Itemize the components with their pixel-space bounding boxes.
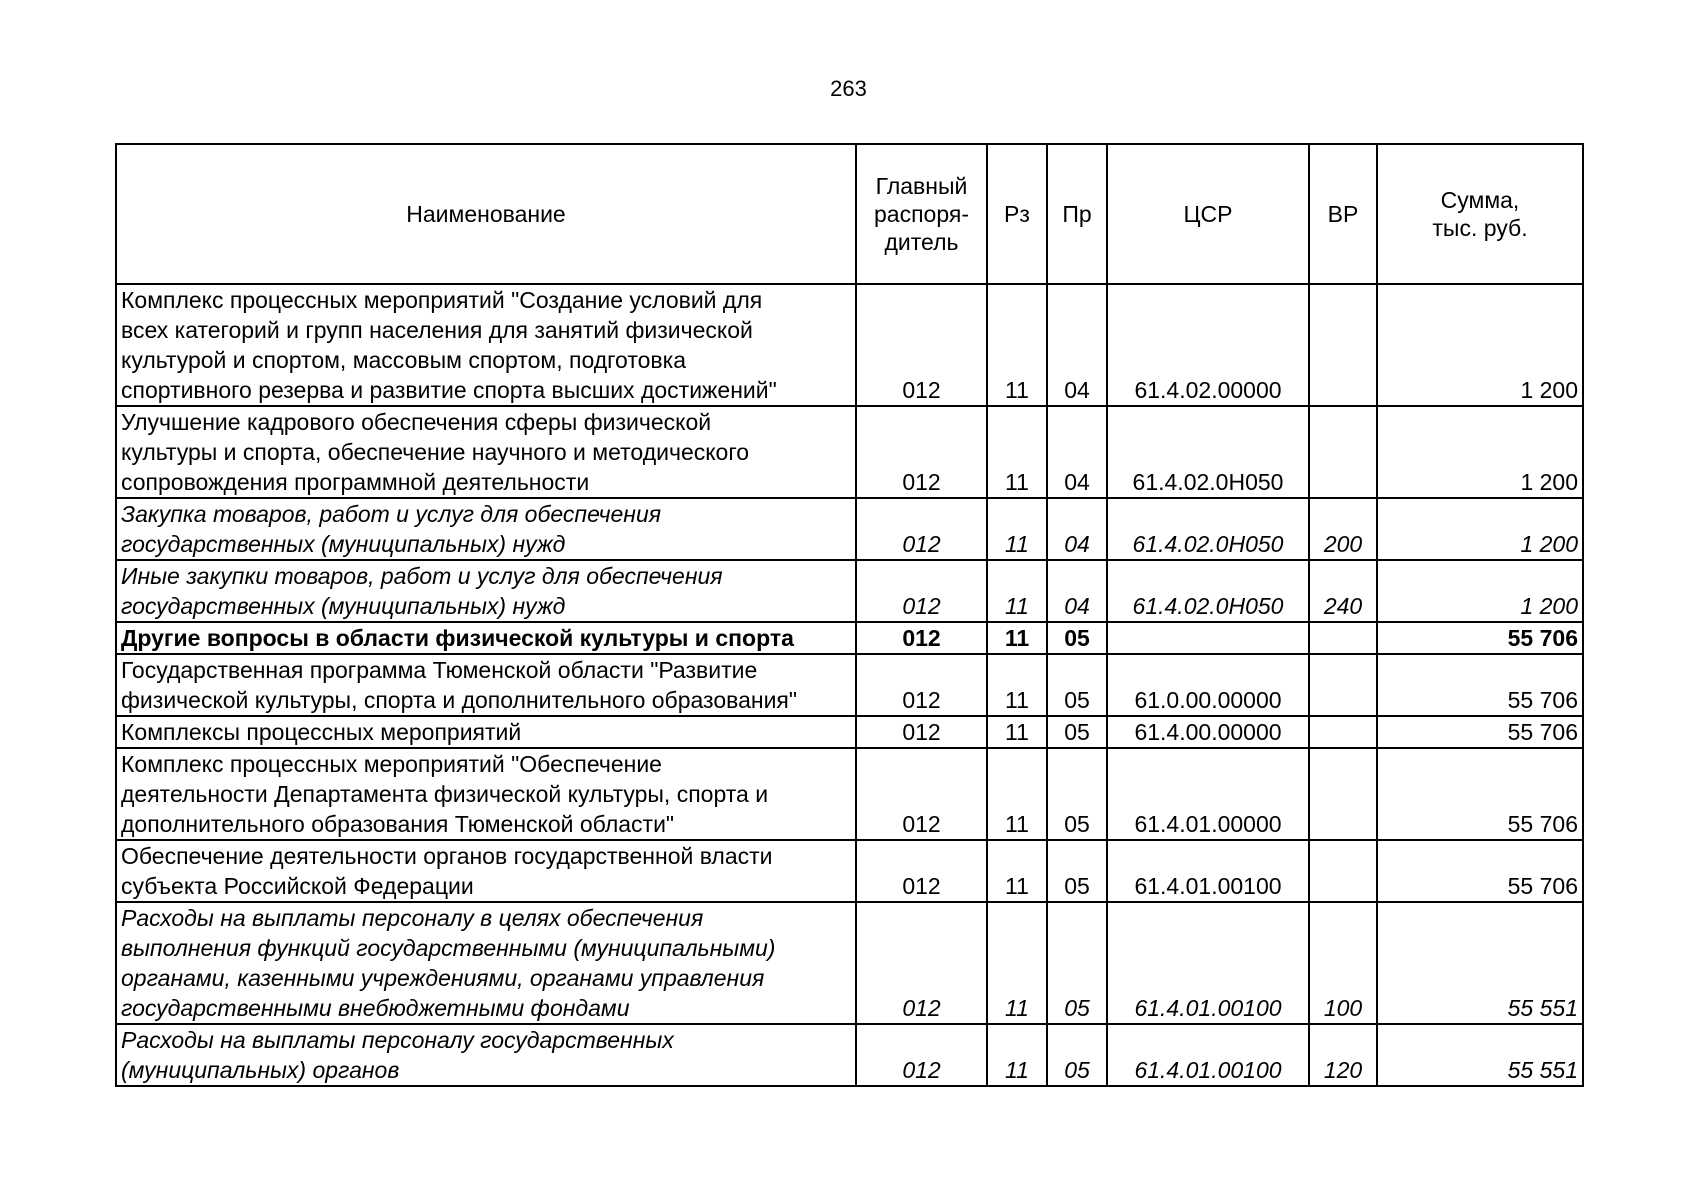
cell-name: Улучшение кадрового обеспечения сферы физической культуры и спорта, обеспечение научного и методического сопровождения программной деятельности <box>116 406 856 498</box>
cell-rz: 11 <box>987 840 1047 902</box>
table-row <box>116 902 1583 1024</box>
table-row <box>116 716 1583 748</box>
cell-vr <box>1309 622 1377 654</box>
cell-pr: 05 <box>1047 748 1107 840</box>
cell-pr: 04 <box>1047 560 1107 622</box>
cell-rz: 11 <box>987 560 1047 622</box>
cell-rz: 11 <box>987 902 1047 1024</box>
cell-main-manager: 012 <box>856 284 987 406</box>
cell-name: Другие вопросы в области физической культуры и спорта <box>116 622 856 654</box>
cell-name: Комплексы процессных мероприятий <box>116 716 856 748</box>
header-csr: ЦСР <box>1107 144 1309 284</box>
header-main-manager: Главный распоря- дитель <box>856 144 987 284</box>
cell-main-manager: 012 <box>856 840 987 902</box>
header-sum: Сумма, тыс. руб. <box>1377 144 1583 284</box>
cell-sum: 1 200 <box>1377 406 1583 498</box>
table-row <box>116 406 1583 498</box>
cell-main-manager: 012 <box>856 748 987 840</box>
cell-name: Комплекс процессных мероприятий "Создание условий для всех категорий и групп населения для занятий физической культурой и спортом, массовым спортом, подготовка спортивного резерва и развитие спорта высших достижений" <box>116 284 856 406</box>
cell-sum: 55 551 <box>1377 1024 1583 1086</box>
cell-sum: 55 706 <box>1377 622 1583 654</box>
cell-vr <box>1309 840 1377 902</box>
cell-sum: 55 706 <box>1377 716 1583 748</box>
table-header-row <box>116 144 1583 284</box>
cell-pr: 04 <box>1047 406 1107 498</box>
cell-vr: 200 <box>1309 498 1377 560</box>
cell-rz: 11 <box>987 716 1047 748</box>
cell-sum: 55 706 <box>1377 748 1583 840</box>
cell-sum: 55 551 <box>1377 902 1583 1024</box>
cell-name: Иные закупки товаров, работ и услуг для обеспечения государственных (муниципальных) нужд <box>116 560 856 622</box>
cell-csr: 61.4.01.00100 <box>1107 1024 1309 1086</box>
cell-sum: 1 200 <box>1377 498 1583 560</box>
cell-rz: 11 <box>987 748 1047 840</box>
table-row <box>116 560 1583 622</box>
cell-pr: 05 <box>1047 840 1107 902</box>
cell-sum: 55 706 <box>1377 840 1583 902</box>
cell-csr <box>1107 622 1309 654</box>
cell-pr: 05 <box>1047 622 1107 654</box>
table-row <box>116 654 1583 716</box>
header-name: Наименование <box>116 144 856 284</box>
cell-csr: 61.4.01.00100 <box>1107 902 1309 1024</box>
budget-table <box>115 143 1584 1087</box>
table-row <box>116 284 1583 406</box>
header-rz: Рз <box>987 144 1047 284</box>
cell-vr <box>1309 654 1377 716</box>
cell-csr: 61.0.00.00000 <box>1107 654 1309 716</box>
cell-pr: 05 <box>1047 654 1107 716</box>
cell-vr: 120 <box>1309 1024 1377 1086</box>
cell-csr: 61.4.00.00000 <box>1107 716 1309 748</box>
table-row <box>116 1024 1583 1086</box>
cell-name: Государственная программа Тюменской области "Развитие физической культуры, спорта и дополнительного образования" <box>116 654 856 716</box>
cell-main-manager: 012 <box>856 622 987 654</box>
table-row <box>116 840 1583 902</box>
cell-name: Комплекс процессных мероприятий "Обеспечение деятельности Департамента физической культуры, спорта и дополнительного образования Тюменской области" <box>116 748 856 840</box>
cell-sum: 1 200 <box>1377 560 1583 622</box>
cell-pr: 05 <box>1047 902 1107 1024</box>
cell-name: Расходы на выплаты персоналу в целях обеспечения выполнения функций государственными (муниципальными) органами, казенными учреждениями, органами управления государственными внебюджетными фондами <box>116 902 856 1024</box>
cell-vr <box>1309 284 1377 406</box>
table-row <box>116 498 1583 560</box>
cell-pr: 04 <box>1047 284 1107 406</box>
header-vr: ВР <box>1309 144 1377 284</box>
cell-main-manager: 012 <box>856 716 987 748</box>
cell-csr: 61.4.01.00100 <box>1107 840 1309 902</box>
cell-rz: 11 <box>987 406 1047 498</box>
cell-rz: 11 <box>987 622 1047 654</box>
cell-csr: 61.4.02.0Н050 <box>1107 560 1309 622</box>
cell-main-manager: 012 <box>856 560 987 622</box>
cell-name: Обеспечение деятельности органов государственной власти субъекта Российской Федерации <box>116 840 856 902</box>
cell-sum: 55 706 <box>1377 654 1583 716</box>
cell-main-manager: 012 <box>856 654 987 716</box>
cell-name: Расходы на выплаты персоналу государственных (муниципальных) органов <box>116 1024 856 1086</box>
table-row <box>116 748 1583 840</box>
cell-rz: 11 <box>987 498 1047 560</box>
cell-vr <box>1309 406 1377 498</box>
cell-name: Закупка товаров, работ и услуг для обеспечения государственных (муниципальных) нужд <box>116 498 856 560</box>
cell-vr: 100 <box>1309 902 1377 1024</box>
cell-csr: 61.4.01.00000 <box>1107 748 1309 840</box>
cell-rz: 11 <box>987 284 1047 406</box>
cell-main-manager: 012 <box>856 902 987 1024</box>
table-row <box>116 622 1583 654</box>
cell-main-manager: 012 <box>856 498 987 560</box>
cell-vr <box>1309 748 1377 840</box>
cell-pr: 04 <box>1047 498 1107 560</box>
cell-csr: 61.4.02.0Н050 <box>1107 498 1309 560</box>
cell-main-manager: 012 <box>856 1024 987 1086</box>
cell-vr: 240 <box>1309 560 1377 622</box>
cell-vr <box>1309 716 1377 748</box>
cell-pr: 05 <box>1047 1024 1107 1086</box>
cell-sum: 1 200 <box>1377 284 1583 406</box>
cell-rz: 11 <box>987 654 1047 716</box>
cell-rz: 11 <box>987 1024 1047 1086</box>
cell-pr: 05 <box>1047 716 1107 748</box>
page-number: 263 <box>830 76 867 101</box>
cell-csr: 61.4.02.00000 <box>1107 284 1309 406</box>
header-pr: Пр <box>1047 144 1107 284</box>
cell-main-manager: 012 <box>856 406 987 498</box>
cell-csr: 61.4.02.0Н050 <box>1107 406 1309 498</box>
